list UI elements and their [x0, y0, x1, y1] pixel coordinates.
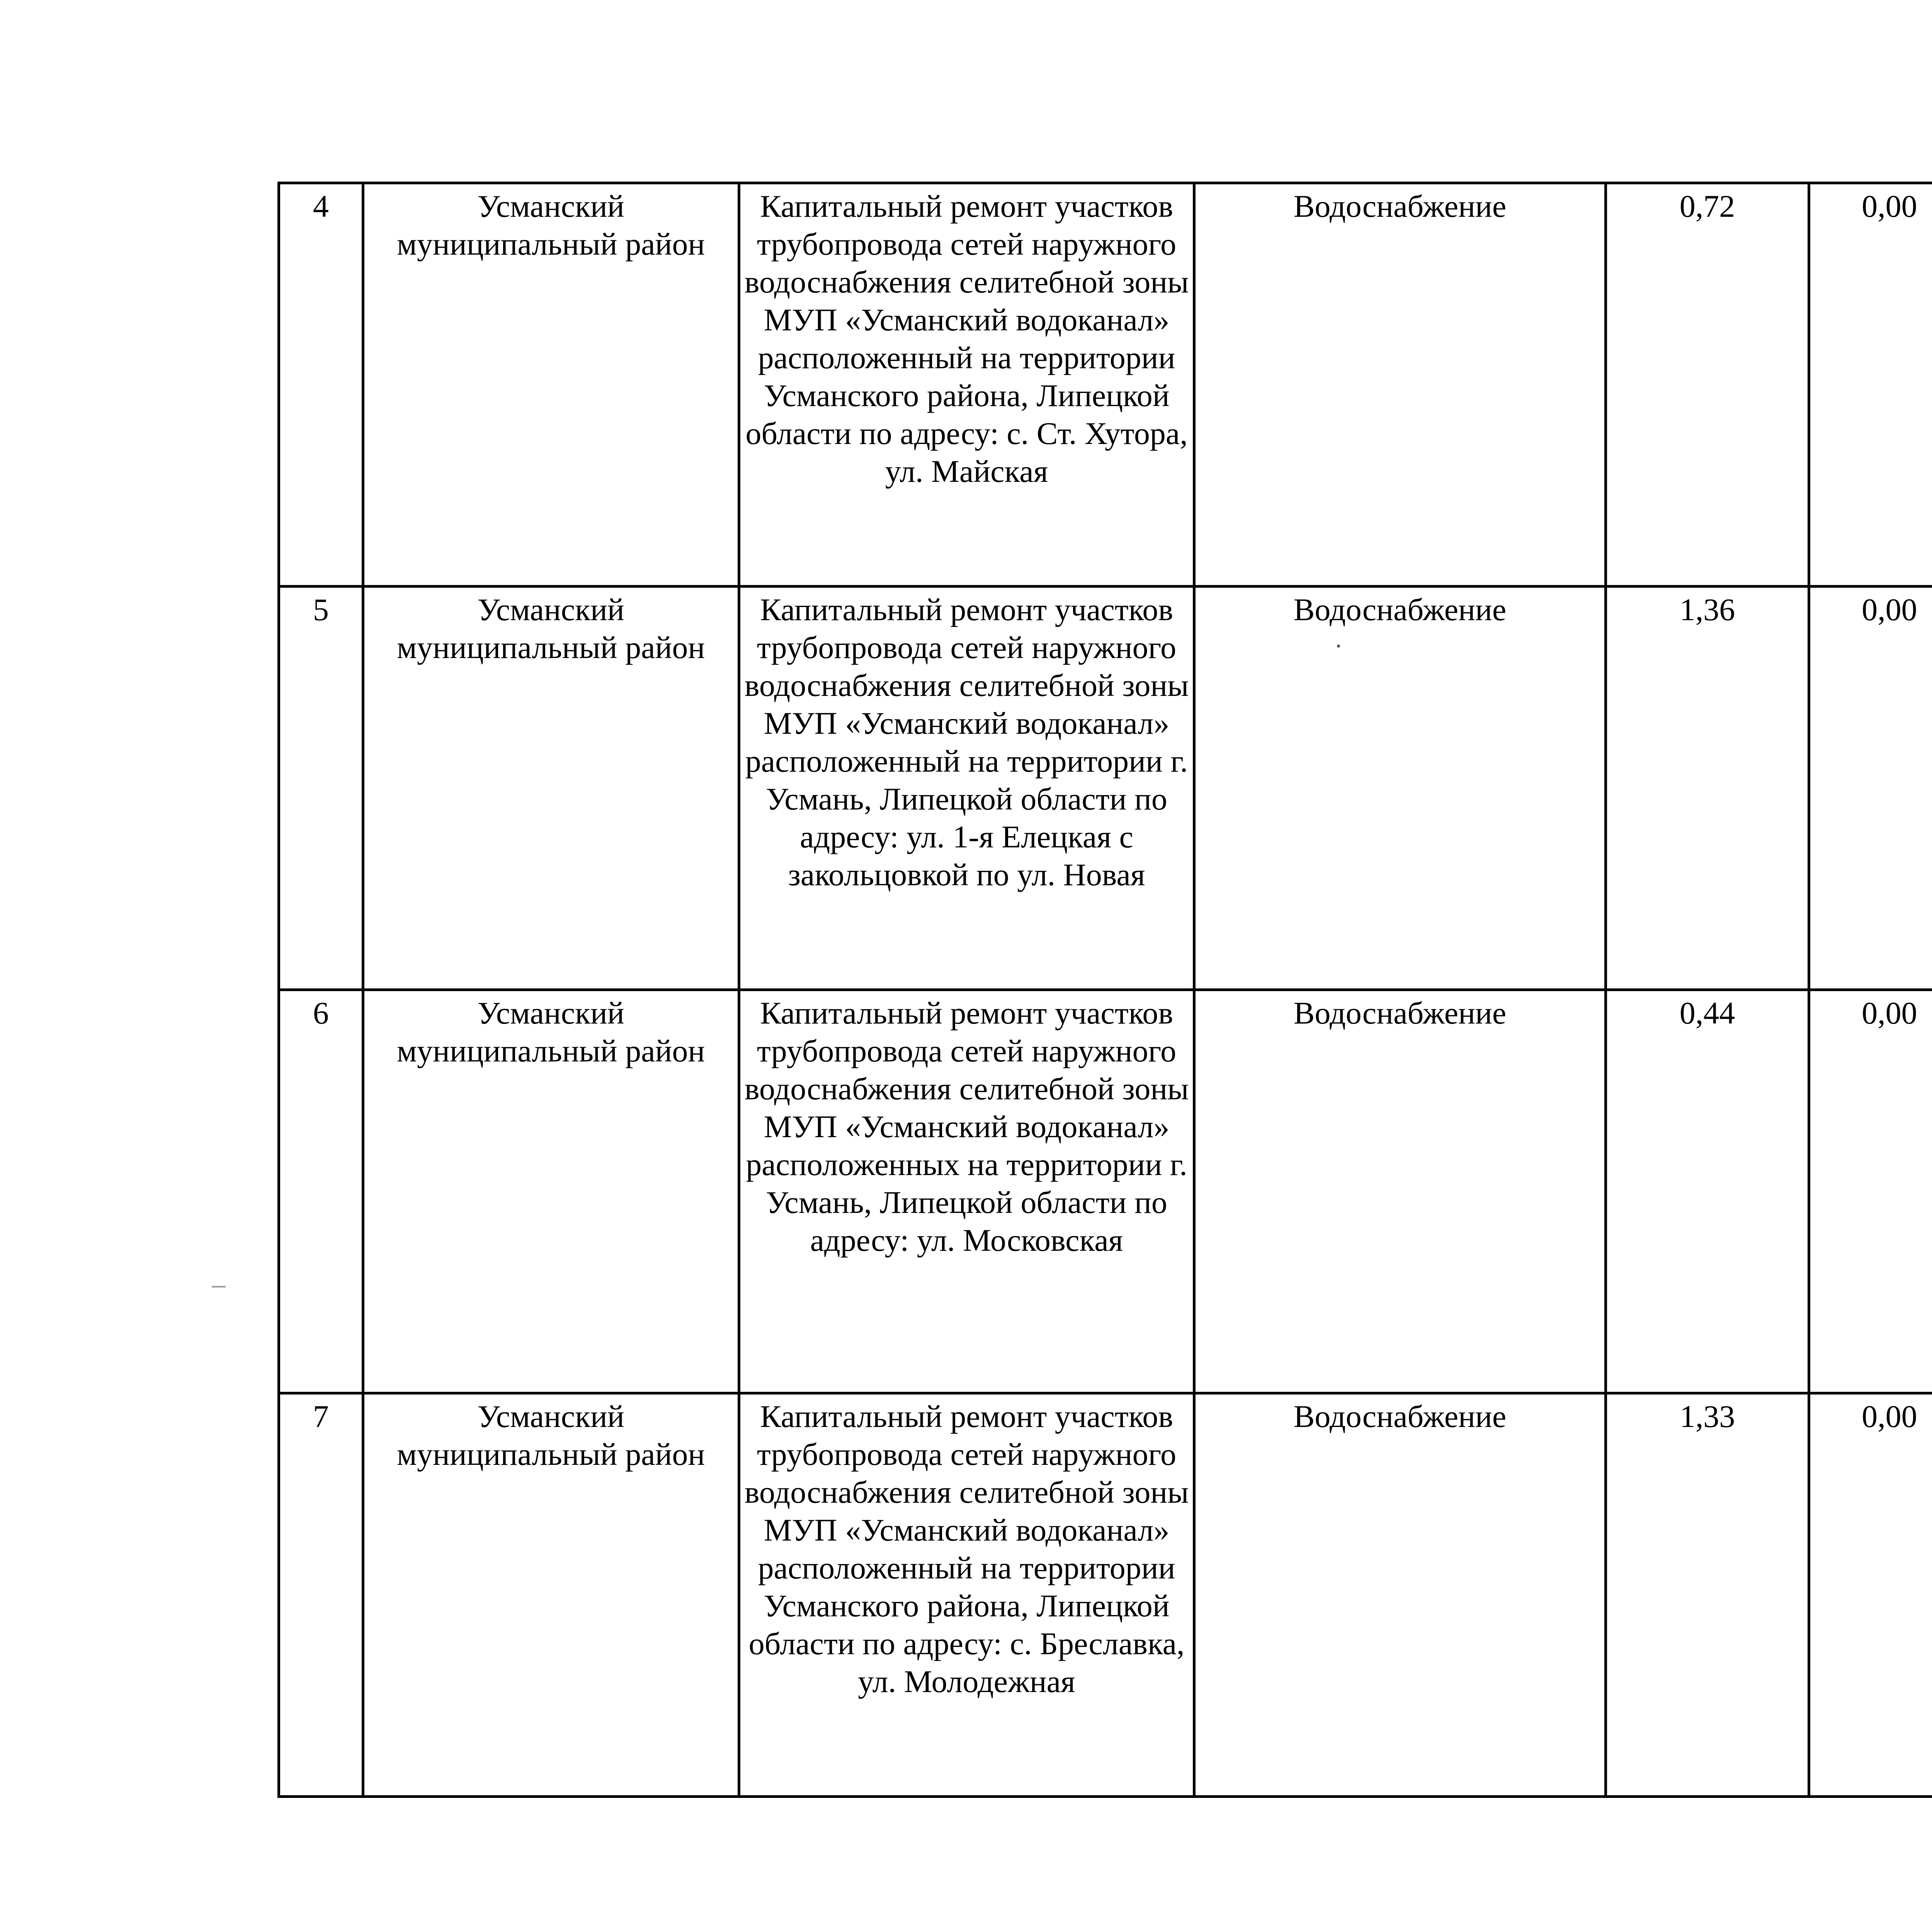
type-cell: Водоснабжение	[1194, 183, 1605, 587]
row-number: 5	[279, 587, 363, 990]
margin-mark	[212, 1286, 226, 1287]
description-cell: Капитальный ремонт участков трубопровода сетей наружного водоснабжения селитебной зоны МУП «Усманский водоканал» расположенный на территории Усманского района, Липецкой области по адресу: с. Бреславка, ул. Молодежная	[739, 1393, 1194, 1797]
value-cell-1: 1,33	[1605, 1393, 1809, 1797]
value-cell-2: 0,00	[1809, 1393, 1932, 1797]
district-cell: Усманский муниципальный район	[363, 990, 739, 1393]
district-cell: Усманский муниципальный район	[363, 1393, 739, 1797]
value-cell-2: 0,00	[1809, 183, 1932, 587]
row-number: 7	[279, 1393, 363, 1797]
district-cell: Усманский муниципальный район	[363, 587, 739, 990]
value-cell-2: 0,00	[1809, 990, 1932, 1393]
type-cell: Водоснабжение	[1194, 587, 1605, 990]
value-cell-1: 0,44	[1605, 990, 1809, 1393]
row-number: 4	[279, 183, 363, 587]
district-cell: Усманский муниципальный район	[363, 183, 739, 587]
table-row	[279, 990, 1932, 1393]
description-cell: Капитальный ремонт участков трубопровода сетей наружного водоснабжения селитебной зоны МУП «Усманский водоканал» расположенный на территории Усманского района, Липецкой области по адресу: с. Ст. Хутора, ул. Майская	[739, 183, 1194, 587]
value-cell-2: 0,00	[1809, 587, 1932, 990]
description-cell: Капитальный ремонт участков трубопровода сетей наружного водоснабжения селитебной зоны МУП «Усманский водоканал» расположенных на территории г. Усмань, Липецкой области по адресу: ул. Московская	[739, 990, 1194, 1393]
table-row	[279, 587, 1932, 990]
type-cell: Водоснабжение	[1194, 1393, 1605, 1797]
description-cell: Капитальный ремонт участков трубопровода сетей наружного водоснабжения селитебной зоны МУП «Усманский водоканал» расположенный на территории г. Усмань, Липецкой области по адресу: ул. 1-я Елецкая с закольцовкой по ул. Новая	[739, 587, 1194, 990]
value-cell-1: 1,36	[1605, 587, 1809, 990]
table-row	[279, 183, 1932, 587]
table-row	[279, 1393, 1932, 1797]
data-table	[277, 182, 1932, 1798]
row-number: 6	[279, 990, 363, 1393]
value-cell-1: 0,72	[1605, 183, 1809, 587]
type-cell: Водоснабжение	[1194, 990, 1605, 1393]
